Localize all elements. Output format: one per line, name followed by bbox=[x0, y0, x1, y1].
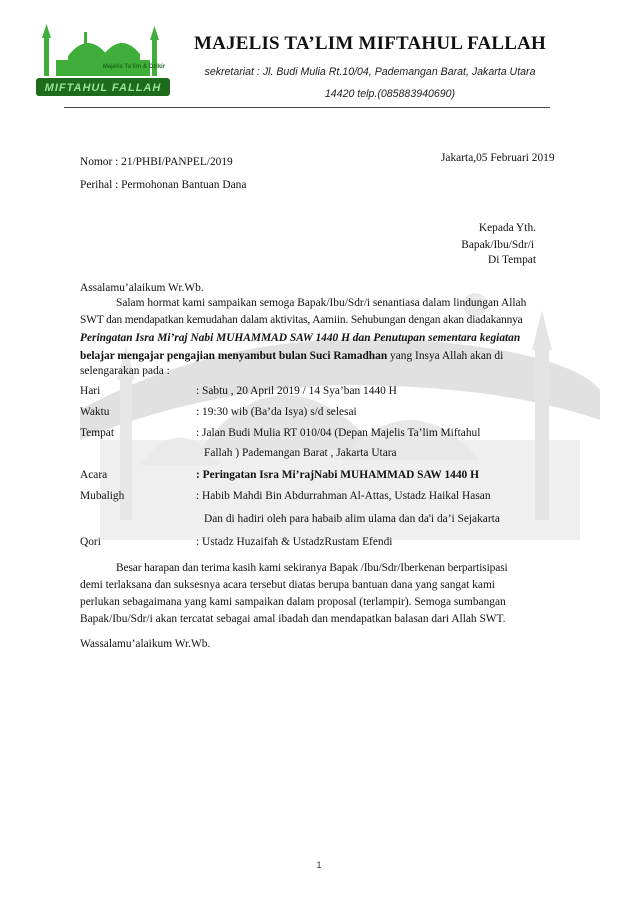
detail-value-tempat-1: : Jalan Budi Mulia RT 010/04 (Depan Majelis Ta’lim Miftahul bbox=[196, 427, 481, 439]
paragraph-1-line-2: SWT dan mendapatkan kemudahan dalam aktivitas, Aamiin. Sehubungan dengan akan diadakannya bbox=[80, 314, 523, 326]
paragraph-1-line-4-rest: yang Insya Allah akan di bbox=[390, 350, 504, 362]
acara-text: Peringatan Isra Mi’rajNabi MUHAMMAD SAW 1440 H bbox=[202, 469, 479, 481]
detail-value-acara bbox=[196, 468, 479, 483]
paragraph-2-line-2: demi terlaksana dan suksesnya acara tersebut diatas berupa bantuan dana yang sangat kami bbox=[80, 579, 495, 591]
paragraph-1-line-3: Peringatan Isra Mi’raj Nabi MUHAMMAD SAW 1440 H dan Penutupan sementara kegiatan bbox=[80, 332, 521, 344]
detail-label-hari: Hari bbox=[80, 385, 101, 397]
paragraph-2-line-1: Besar harapan dan terima kasih kami sekiranya Bapak /Ibu/Sdr/Iberkenan berpartisipasi bbox=[116, 562, 508, 574]
recipient-line-1: Kepada Yth. bbox=[478, 222, 536, 234]
mosque-logo-icon bbox=[34, 18, 172, 98]
logo-bottom-text: MIFTAHUL FALLAH bbox=[44, 82, 162, 94]
closing-greeting: Wassalamu’alaikum Wr.Wb. bbox=[80, 638, 211, 650]
detail-value-tempat-2: Fallah ) Pademangan Barat , Jakarta Utara bbox=[204, 447, 397, 459]
detail-value-hari: : Sabtu , 20 April 2019 / 14 Sya’ban 1440 H bbox=[196, 385, 397, 397]
detail-label-acara: Acara bbox=[80, 469, 108, 481]
detail-value-mubaligh-1: : Habib Mahdi Bin Abdurrahman Al-Attas, Ustadz Haikal Hasan bbox=[196, 490, 491, 502]
paragraph-2-line-4: Bapak/Ibu/Sdr/i akan tercatat sebagai amal ibadah dan mendapatkan balasan dari Allah SWT. bbox=[80, 613, 506, 625]
logo-top-text: Majelis Ta'lim & Dzikir bbox=[102, 64, 166, 70]
recipient-line-3: Di Tempat bbox=[487, 254, 536, 266]
logo bbox=[34, 18, 172, 98]
opening-greeting: Assalamu’alaikum Wr.Wb. bbox=[80, 282, 204, 294]
letter-date: Jakarta,05 Februari 2019 bbox=[441, 152, 555, 164]
secretariat-phone: 14420 telp.(085883940690) bbox=[324, 88, 456, 100]
detail-value-mubaligh-2: Dan di hadiri oleh para habaib alim ulama dan da'i da’i Sejakarta bbox=[204, 513, 500, 525]
mosque-watermark bbox=[80, 290, 600, 550]
detail-value-waktu: : 19:30 wib (Ba’da Isya) s/d selesai bbox=[196, 406, 357, 418]
paragraph-1-line-4 bbox=[80, 349, 560, 364]
detail-label-mubaligh: Mubaligh bbox=[80, 490, 125, 502]
letter-subject: Perihal : Permohonan Bantuan Dana bbox=[80, 179, 247, 191]
detail-label-tempat: Tempat bbox=[80, 427, 114, 439]
page-number: 1 bbox=[316, 860, 322, 870]
paragraph-1-line-1: Salam hormat kami sampaikan semoga Bapak/Ibu/Sdr/i senantiasa dalam lindungan Allah bbox=[116, 297, 527, 309]
paragraph-1-line-5: selengarakan pada : bbox=[80, 365, 170, 377]
acara-colon: : bbox=[196, 469, 200, 481]
detail-value-qori: : Ustadz Huzaifah & UstadzRustam Efendi bbox=[196, 536, 393, 548]
secretariat-address: sekretariat : Jl. Budi Mulia Rt.10/04, Pademangan Barat, Jakarta Utara bbox=[204, 66, 536, 78]
mosque-watermark-icon bbox=[80, 290, 600, 550]
header-divider bbox=[64, 107, 550, 108]
organization-name: MAJELIS TA’LIM MIFTAHUL FALLAH bbox=[193, 33, 547, 54]
letter-number: Nomor : 21/PHBI/PANPEL/2019 bbox=[80, 156, 233, 168]
event-title-bold: belajar mengajar pengajian menyambut bulan Suci Ramadhan bbox=[80, 350, 388, 362]
paragraph-2-line-3: perlukan sebagaimana yang kami sampaikan dalam proposal (terlampir). Semoga sumbangan bbox=[80, 596, 506, 608]
recipient-line-2: Bapak/Ibu/Sdr/i bbox=[461, 239, 534, 251]
detail-label-waktu: Waktu bbox=[80, 406, 110, 418]
detail-label-qori: Qori bbox=[80, 536, 101, 548]
